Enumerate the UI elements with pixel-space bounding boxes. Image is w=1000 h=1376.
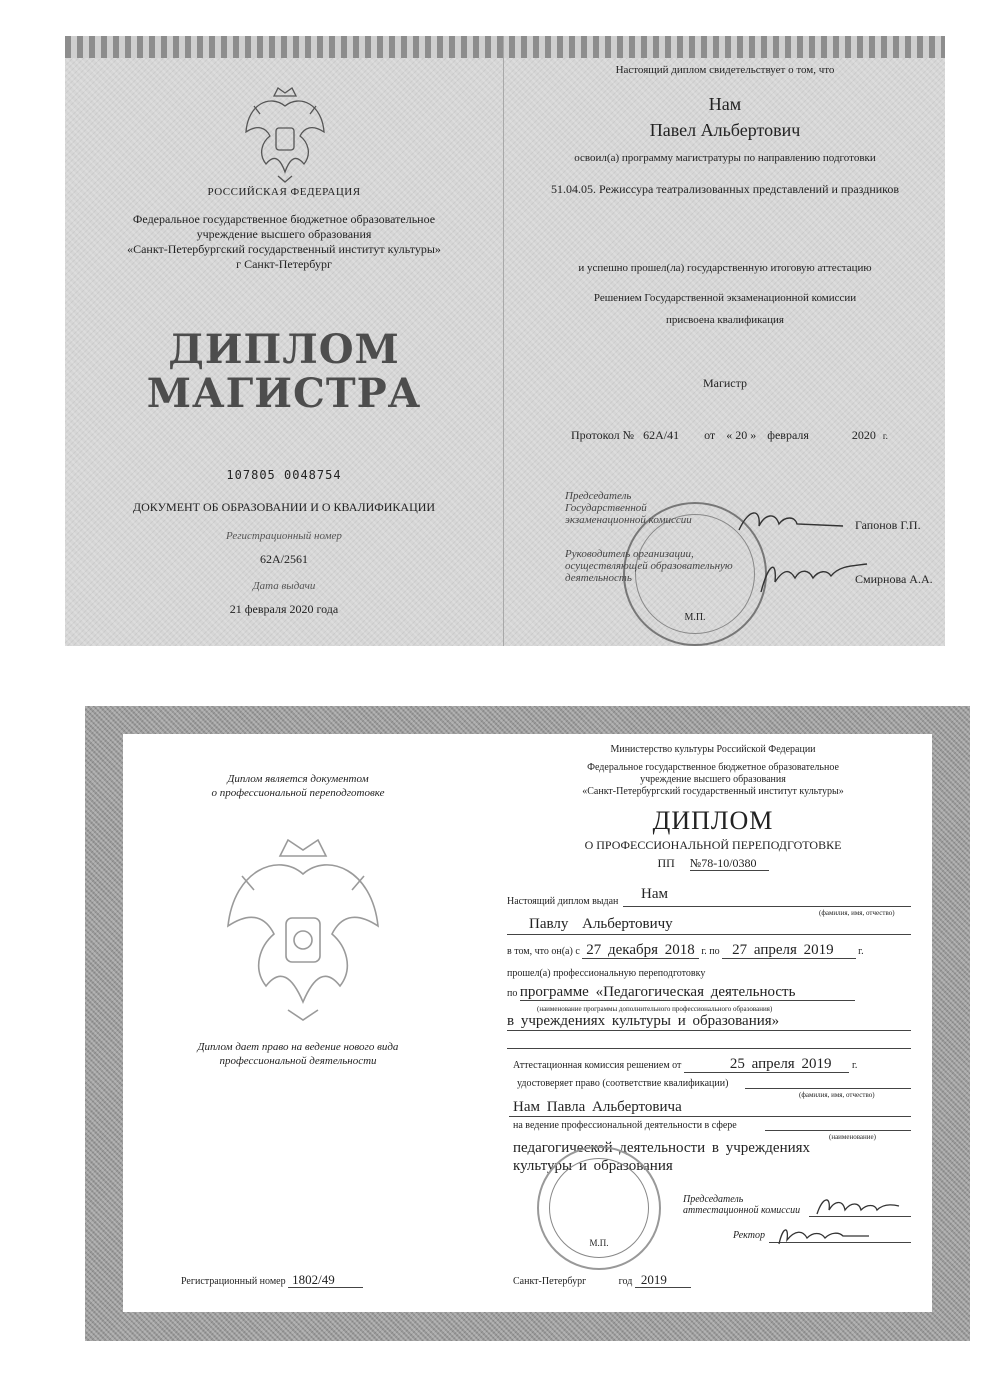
year-label: год [618,1276,633,1287]
chair-label [565,490,692,526]
masters-diploma-spread [65,36,945,646]
chair-label-line: аттестационной комиссии [683,1205,801,1216]
period-from: 27 декабря 2018 [582,942,699,959]
awarded-text: присвоена квалификация [666,314,784,326]
head-label-line: деятельность [565,572,632,584]
protocol-month: февраля [767,428,809,442]
fio-hint: (фамилия, имя, отчество) [819,909,895,917]
institution-line: Федеральное государственное бюджетное образовательное [132,212,436,226]
commission-date: 25 апреля 2019 [684,1056,850,1073]
chair-signature [813,1192,903,1220]
rector-label: Ректор [733,1230,765,1241]
note-bottom-line: профессиональной деятельности [219,1055,377,1067]
diploma-title: ДИПЛОМ [652,806,774,835]
period-to-suffix: г. [858,946,864,957]
country-label: РОССИЙСКАЯ ФЕДЕРАЦИЯ [207,186,361,198]
protocol-line [571,428,888,443]
decision-text: Решением Государственной экзаменационной комиссии [593,292,857,304]
seal-letters: М.П. [684,612,706,623]
diploma-subtitle: О ПРОФЕССИОНАЛЬНОЙ ПЕРЕПОДГОТОВКЕ [584,838,842,852]
chair-label-line: Председатель [565,490,632,502]
institution-line: «Санкт-Петербургский государственный институт культуры» [127,242,441,256]
year-value: 2019 [635,1272,691,1288]
masters-left-page [65,36,503,646]
seal-letters: М.П. [589,1238,609,1248]
head-name: Смирнова А.А. [855,572,933,586]
chair-signature [735,504,845,538]
retraining-left-page [123,734,473,1312]
diploma-title-line2: МАГИСТРА [146,370,422,417]
issued-label: Настоящий диплом выдан [507,896,619,907]
commission-label: Аттестационная комиссия решением от [513,1060,682,1071]
protocol-year: 2020 [851,428,876,442]
passed-label: прошел(а) профессиональную переподготовку [507,968,706,979]
sphere-line1: педагогической деятельности в учреждениях [513,1140,811,1156]
certifies-label: удостоверяет право (соответствие квалификации) [517,1078,729,1089]
program-line2: в учреждениях культуры и образования» [507,1013,780,1029]
registration-label: Регистрационный номер [226,530,342,542]
rector-signature [773,1220,873,1248]
program-hint: (наименование программы дополнительного профессионального образования) [537,1005,773,1013]
masters-right-page [505,36,945,646]
ministry-name: Министерство культуры Российской Федерации [610,744,816,755]
institution-line: учреждение высшего образования [640,774,786,785]
holder-given-names: Павел Альбертович [649,120,801,140]
commission-line [513,1056,857,1073]
institution-line: «Санкт-Петербургский государственный институт культуры» [582,786,844,797]
chair-label [683,1194,800,1216]
registration-number: 62А/2561 [260,552,308,566]
intro-text: Настоящий диплом свидетельствует о том, что [615,64,835,76]
retraining-diploma [85,706,970,1341]
registration-label: Регистрационный номер [181,1276,286,1287]
retraining-right-page [503,734,923,1312]
fio-hint-2: (фамилия, имя, отчество) [799,1091,875,1099]
commission-date-suffix: г. [851,1060,858,1071]
serial-number: 107805 0048754 [226,468,342,482]
issue-date: 21 февраля 2020 года [229,602,339,616]
program-name: 51.04.05. Режиссура театрализованных представлений и праздников [550,182,900,196]
protocol-year-suffix: г. [882,431,888,441]
note-top [123,772,473,800]
sphere-line2: культуры и образования [513,1158,673,1174]
city-year-line [513,1272,691,1288]
note-bottom-line: Диплом дает право на ведение нового вида [197,1041,399,1053]
institution-line: г Санкт-Петербург [236,257,332,271]
protocol-day: « 20 » [726,428,757,442]
program-underline-2 [507,1030,911,1031]
chair-label-line: экзаменационной комиссии [565,514,692,526]
passed-text: и успешно прошел(ла) государственную итоговую аттестацию [578,262,872,274]
diploma-number-line [503,856,923,871]
period-label: в том, что он(а) с [507,946,580,957]
note-bottom [123,1040,473,1068]
head-label-line: Руководитель организации, [565,548,694,560]
head-label-line: осуществляющей образовательную [565,560,733,572]
institution-line: учреждение высшего образования [196,227,372,241]
protocol-label: Протокол № [571,428,635,442]
program-prefix: по [507,988,518,999]
institution-block [65,212,503,272]
sphere-underline [765,1130,911,1131]
registration-line [181,1272,363,1288]
issued-names: Павлу Альбертовичу [529,916,673,932]
institution-block [503,762,923,798]
person-name: Нам Павла Альбертовича [513,1099,682,1115]
issued-surname: Нам [641,886,668,902]
diploma-title [65,328,503,416]
mastered-text: освоил(а) программу магистратуры по направлению подготовки [574,152,876,164]
diploma-number: №78-10/0380 [690,856,769,871]
coat-of-arms-icon [218,834,388,1024]
protocol-from: от [704,428,716,442]
chair-name: Гапонов Г.П. [855,518,921,532]
name-hint: (наименование) [829,1133,876,1141]
names-underline [507,934,911,935]
program-line1: программе «Педагогическая деятельность [520,984,856,1001]
issue-date-label: Дата выдачи [252,580,316,592]
diploma-series: ПП [657,856,675,870]
coat-of-arms-icon [240,84,330,184]
holder-surname: Нам [708,94,742,114]
note-top-line: о профессиональной переподготовке [211,787,385,799]
head-label [565,548,733,584]
diploma-title-line1: ДИПЛОМ [168,326,400,373]
sphere-label: на ведение профессиональной деятельности в сфере [513,1120,737,1131]
retraining-inner-page [123,734,932,1312]
registration-number: 1802/49 [288,1272,363,1288]
institution-line: Федеральное государственное бюджетное образовательное [587,762,839,773]
protocol-number: 62А/41 [643,428,680,442]
chair-label-line: Государственной [565,502,647,514]
period-to: 27 апреля 2019 [722,942,856,959]
official-seal [537,1146,661,1270]
city: Санкт-Петербург [513,1276,587,1287]
program-underline-3 [507,1048,911,1049]
issued-underline [623,906,911,907]
period-line [507,942,864,959]
person-underline [509,1116,911,1117]
chair-label-line: Председатель [683,1194,744,1205]
period-from-suffix: г. по [701,946,720,957]
note-top-line: Диплом является документом [227,773,369,785]
qualification-value: Магистр [702,376,748,390]
certifies-underline [745,1088,911,1089]
document-type: ДОКУМЕНТ ОБ ОБРАЗОВАНИИ И О КВАЛИФИКАЦИИ [132,500,436,514]
program-line-1 [507,984,855,1001]
fold-line [503,36,504,646]
